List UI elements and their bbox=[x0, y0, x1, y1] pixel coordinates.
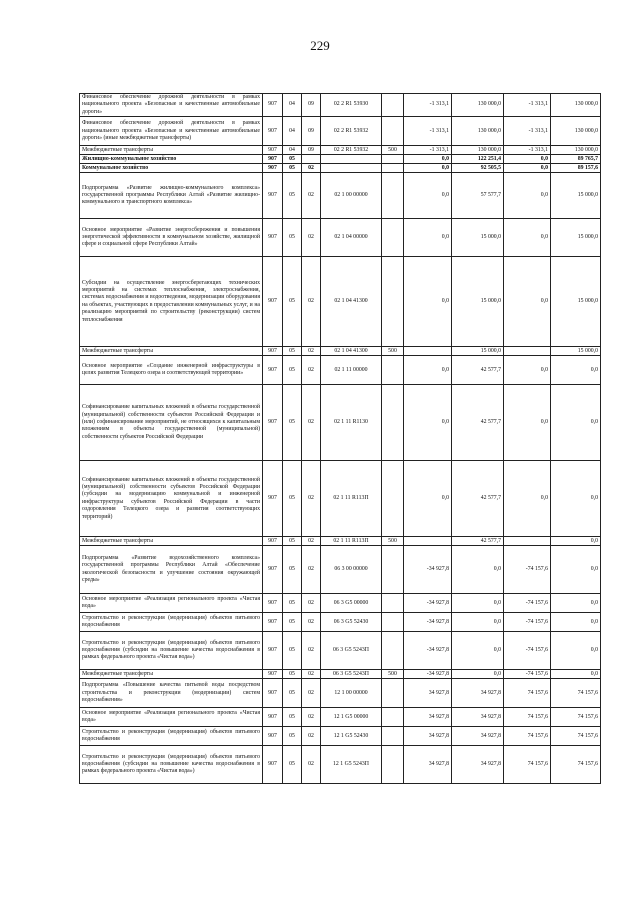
row-change-year1: 34 927,8 bbox=[404, 727, 452, 746]
row-change-year2: 0,0 bbox=[504, 219, 551, 257]
row-total-year2: 130 000,0 bbox=[551, 117, 601, 146]
row-subsection-code bbox=[302, 155, 321, 164]
row-ved-code: 907 bbox=[263, 146, 283, 155]
row-section-code: 05 bbox=[283, 594, 302, 613]
row-subsection-code: 02 bbox=[302, 679, 321, 708]
row-total-year1: 0,0 bbox=[452, 632, 504, 670]
row-section-code: 05 bbox=[283, 461, 302, 537]
row-name: Основное мероприятие «Реализация регионального проекта «Чистая вода» bbox=[80, 708, 263, 727]
row-expense-type bbox=[382, 385, 404, 461]
row-change-year2: 74 157,6 bbox=[504, 727, 551, 746]
row-total-year2: 0,0 bbox=[551, 356, 601, 385]
row-expense-type: 500 bbox=[382, 670, 404, 679]
row-total-year1: 34 927,8 bbox=[452, 746, 504, 784]
row-name: Строительство и реконструкция (модернизация) объектов питьевого водоснабжения (субсидии на повышение качества водоснабжения в рамках федерального проекта «Чистая вода») bbox=[80, 632, 263, 670]
row-target-article: 12 1 G5 00000 bbox=[321, 708, 382, 727]
row-total-year1: 34 927,8 bbox=[452, 727, 504, 746]
row-total-year2: 15 000,0 bbox=[551, 347, 601, 356]
table-row bbox=[80, 613, 601, 632]
row-name: Подпрограмма «Повышение качества питьевой воды посредством строительства и реконструкции (модернизации) систем водоснабжения» bbox=[80, 679, 263, 708]
row-change-year2: 74 157,6 bbox=[504, 679, 551, 708]
row-ved-code: 907 bbox=[263, 670, 283, 679]
row-target-article: 02 1 00 00000 bbox=[321, 173, 382, 219]
row-section-code: 05 bbox=[283, 632, 302, 670]
row-section-code: 05 bbox=[283, 347, 302, 356]
row-section-code: 05 bbox=[283, 679, 302, 708]
row-change-year2: 0,0 bbox=[504, 385, 551, 461]
table-row bbox=[80, 461, 601, 537]
row-section-code: 05 bbox=[283, 670, 302, 679]
row-total-year1: 0,0 bbox=[452, 670, 504, 679]
row-name: Подпрограмма «Развитие жилищно-коммунального комплекса» государственной программы Республики Алтай «Развитие жилищно-коммунального и транспортного комплекса» bbox=[80, 173, 263, 219]
row-target-article: 12 1 G5 5243П bbox=[321, 746, 382, 784]
row-expense-type bbox=[382, 708, 404, 727]
row-expense-type bbox=[382, 155, 404, 164]
row-change-year1: -34 927,8 bbox=[404, 546, 452, 594]
row-target-article: 06 3 G5 00000 bbox=[321, 594, 382, 613]
row-name: Финансовое обеспечение дорожной деятельности в рамках национального проекта «Безопасные и качественные автомобильные дороги» bbox=[80, 94, 263, 117]
row-name: Софинансирование капитальных вложений в объекты государственной (муниципальной) собственности субъектов Российской Федерации (субсидии на модернизацию коммунальной и инженерной инфраструктуры субъектов Российской Федерации в части оздоровления Телецкого озера и развития соответствующих территорий) bbox=[80, 461, 263, 537]
row-expense-type bbox=[382, 117, 404, 146]
row-total-year1: 15 000,0 bbox=[452, 347, 504, 356]
row-name: Субсидии на осуществление энергосберегающих технических мероприятий на системах теплоснабжения, электроснабжения, системах водоснабжения и водоотведения, модернизации оборудования на объектах, участвующих в предоставлении коммунальных услуг, и на реализацию мероприятий по строительству (реконструкции) систем теплоснабжения bbox=[80, 257, 263, 347]
row-expense-type: 500 bbox=[382, 146, 404, 155]
row-section-code: 04 bbox=[283, 94, 302, 117]
row-ved-code: 907 bbox=[263, 173, 283, 219]
row-total-year2: 0,0 bbox=[551, 546, 601, 594]
table-row bbox=[80, 537, 601, 546]
row-target-article: 02 2 R1 53932 bbox=[321, 117, 382, 146]
table-row bbox=[80, 594, 601, 613]
table-row bbox=[80, 385, 601, 461]
row-target-article: 02 2 R1 53932 bbox=[321, 146, 382, 155]
row-target-article: 02 1 04 41300 bbox=[321, 257, 382, 347]
row-total-year1: 122 251,4 bbox=[452, 155, 504, 164]
table-row bbox=[80, 356, 601, 385]
row-change-year1: 0,0 bbox=[404, 356, 452, 385]
row-target-article: 06 3 G5 5243П bbox=[321, 632, 382, 670]
row-change-year1: 34 927,8 bbox=[404, 679, 452, 708]
row-total-year2: 0,0 bbox=[551, 594, 601, 613]
row-total-year1: 0,0 bbox=[452, 546, 504, 594]
row-name: Строительство и реконструкция (модернизация) объектов питьевого водоснабжения bbox=[80, 613, 263, 632]
row-name: Подпрограмма «Развитие водохозяйственного комплекса» государственной программы Республики Алтай «Обеспечение экологической безопасности и улучшение состояния окружающей среды» bbox=[80, 546, 263, 594]
budget-table bbox=[79, 93, 601, 784]
row-change-year1: 0,0 bbox=[404, 461, 452, 537]
row-total-year1: 130 000,0 bbox=[452, 117, 504, 146]
row-expense-type bbox=[382, 746, 404, 784]
row-section-code: 04 bbox=[283, 146, 302, 155]
row-total-year1: 42 577,7 bbox=[452, 356, 504, 385]
row-section-code: 05 bbox=[283, 746, 302, 784]
row-section-code: 05 bbox=[283, 537, 302, 546]
row-expense-type bbox=[382, 613, 404, 632]
row-change-year2: 74 157,6 bbox=[504, 746, 551, 784]
row-change-year2: 0,0 bbox=[504, 257, 551, 347]
row-change-year2: 0,0 bbox=[504, 461, 551, 537]
row-target-article: 02 1 04 41300 bbox=[321, 347, 382, 356]
row-expense-type bbox=[382, 94, 404, 117]
row-subsection-code: 02 bbox=[302, 219, 321, 257]
row-name: Строительство и реконструкция (модернизация) объектов питьевого водоснабжения bbox=[80, 727, 263, 746]
row-name: Межбюджетные трансферты bbox=[80, 537, 263, 546]
row-total-year2: 89 157,6 bbox=[551, 164, 601, 173]
row-change-year2: -74 157,6 bbox=[504, 546, 551, 594]
row-subsection-code: 02 bbox=[302, 670, 321, 679]
row-subsection-code: 09 bbox=[302, 146, 321, 155]
row-expense-type: 500 bbox=[382, 537, 404, 546]
row-target-article: 12 1 00 00000 bbox=[321, 679, 382, 708]
table-row bbox=[80, 94, 601, 117]
row-total-year2: 0,0 bbox=[551, 670, 601, 679]
row-change-year2: 0,0 bbox=[504, 164, 551, 173]
row-name: Межбюджетные трансферты bbox=[80, 146, 263, 155]
row-name: Финансовое обеспечение дорожной деятельности в рамках национального проекта «Безопасные и качественные автомобильные дороги» (иные межбюджетные трансферты) bbox=[80, 117, 263, 146]
row-change-year2 bbox=[504, 347, 551, 356]
row-change-year1: 0,0 bbox=[404, 385, 452, 461]
row-target-article: 06 3 00 00000 bbox=[321, 546, 382, 594]
table-row bbox=[80, 347, 601, 356]
row-ved-code: 907 bbox=[263, 679, 283, 708]
row-change-year1: 0,0 bbox=[404, 219, 452, 257]
row-change-year2: -1 313,1 bbox=[504, 94, 551, 117]
row-total-year2: 130 000,0 bbox=[551, 94, 601, 117]
row-total-year2: 74 157,6 bbox=[551, 679, 601, 708]
row-ved-code: 907 bbox=[263, 356, 283, 385]
row-change-year1 bbox=[404, 347, 452, 356]
row-total-year1: 92 505,5 bbox=[452, 164, 504, 173]
row-change-year2: -74 157,6 bbox=[504, 594, 551, 613]
row-ved-code: 907 bbox=[263, 708, 283, 727]
row-change-year1: 0,0 bbox=[404, 155, 452, 164]
row-change-year1: 34 927,8 bbox=[404, 746, 452, 784]
row-change-year1: -1 313,1 bbox=[404, 146, 452, 155]
row-target-article: 02 1 11 R113П bbox=[321, 461, 382, 537]
row-change-year2: 74 157,6 bbox=[504, 708, 551, 727]
row-change-year1: 0,0 bbox=[404, 164, 452, 173]
table-row bbox=[80, 670, 601, 679]
row-change-year2: -74 157,6 bbox=[504, 613, 551, 632]
row-change-year1: 34 927,8 bbox=[404, 708, 452, 727]
row-section-code: 05 bbox=[283, 356, 302, 385]
row-change-year2: 0,0 bbox=[504, 173, 551, 219]
budget-table-body bbox=[80, 94, 601, 784]
row-change-year1: -1 313,1 bbox=[404, 117, 452, 146]
row-subsection-code: 02 bbox=[302, 632, 321, 670]
row-ved-code: 907 bbox=[263, 537, 283, 546]
table-row bbox=[80, 727, 601, 746]
row-section-code: 05 bbox=[283, 613, 302, 632]
row-expense-type bbox=[382, 594, 404, 613]
row-change-year2: -74 157,6 bbox=[504, 670, 551, 679]
table-row bbox=[80, 155, 601, 164]
row-total-year1: 42 577,7 bbox=[452, 461, 504, 537]
row-target-article bbox=[321, 155, 382, 164]
row-change-year1: -34 927,8 bbox=[404, 632, 452, 670]
row-total-year1: 130 000,0 bbox=[452, 146, 504, 155]
row-section-code: 04 bbox=[283, 117, 302, 146]
row-section-code: 05 bbox=[283, 219, 302, 257]
row-target-article: 02 2 R1 53930 bbox=[321, 94, 382, 117]
row-subsection-code: 02 bbox=[302, 594, 321, 613]
row-ved-code: 907 bbox=[263, 347, 283, 356]
page-number: 229 bbox=[310, 38, 330, 53]
row-ved-code: 907 bbox=[263, 257, 283, 347]
row-subsection-code: 02 bbox=[302, 546, 321, 594]
table-row bbox=[80, 257, 601, 347]
row-total-year2: 74 157,6 bbox=[551, 708, 601, 727]
row-change-year2: 0,0 bbox=[504, 356, 551, 385]
row-expense-type bbox=[382, 173, 404, 219]
row-section-code: 05 bbox=[283, 385, 302, 461]
row-total-year1: 15 000,0 bbox=[452, 219, 504, 257]
row-subsection-code: 02 bbox=[302, 727, 321, 746]
row-target-article bbox=[321, 164, 382, 173]
row-ved-code: 907 bbox=[263, 164, 283, 173]
table-row bbox=[80, 546, 601, 594]
row-total-year2: 0,0 bbox=[551, 385, 601, 461]
row-section-code: 05 bbox=[283, 173, 302, 219]
table-row bbox=[80, 679, 601, 708]
table-row bbox=[80, 117, 601, 146]
row-ved-code: 907 bbox=[263, 546, 283, 594]
table-row bbox=[80, 746, 601, 784]
row-expense-type bbox=[382, 727, 404, 746]
row-ved-code: 907 bbox=[263, 461, 283, 537]
row-section-code: 05 bbox=[283, 727, 302, 746]
row-section-code: 05 bbox=[283, 257, 302, 347]
row-target-article: 02 1 11 R113П bbox=[321, 537, 382, 546]
row-total-year2: 89 765,7 bbox=[551, 155, 601, 164]
table-row bbox=[80, 173, 601, 219]
row-subsection-code: 02 bbox=[302, 537, 321, 546]
table-row bbox=[80, 219, 601, 257]
table-row bbox=[80, 164, 601, 173]
row-change-year1: -1 313,1 bbox=[404, 94, 452, 117]
row-name: Коммунальное хозяйство bbox=[80, 164, 263, 173]
row-total-year1: 57 577,7 bbox=[452, 173, 504, 219]
row-subsection-code: 02 bbox=[302, 613, 321, 632]
row-subsection-code: 02 bbox=[302, 164, 321, 173]
row-total-year1: 34 927,8 bbox=[452, 679, 504, 708]
row-section-code: 05 bbox=[283, 155, 302, 164]
row-name: Жилищно-коммунальное хозяйство bbox=[80, 155, 263, 164]
row-ved-code: 907 bbox=[263, 594, 283, 613]
row-ved-code: 907 bbox=[263, 632, 283, 670]
row-name: Софинансирование капитальных вложений в объекты государственной (муниципальной) собственности субъектов Российской Федерации и (или) софинансирование мероприятий, не относящихся к капитальным вложениям в объекты государственной (муниципальной) собственности субъектов Российской Федерации bbox=[80, 385, 263, 461]
row-subsection-code: 02 bbox=[302, 708, 321, 727]
row-total-year2: 74 157,6 bbox=[551, 746, 601, 784]
row-subsection-code: 02 bbox=[302, 746, 321, 784]
row-expense-type bbox=[382, 461, 404, 537]
row-ved-code: 907 bbox=[263, 613, 283, 632]
row-expense-type: 500 bbox=[382, 347, 404, 356]
row-change-year2: -1 313,1 bbox=[504, 146, 551, 155]
row-change-year1: -34 927,8 bbox=[404, 670, 452, 679]
row-total-year2: 0,0 bbox=[551, 632, 601, 670]
row-total-year1: 130 000,0 bbox=[452, 94, 504, 117]
row-name: Строительство и реконструкция (модернизация) объектов питьевого водоснабжения (субсидии на повышение качества водоснабжения в рамках федерального проекта «Чистая вода») bbox=[80, 746, 263, 784]
table-row bbox=[80, 708, 601, 727]
row-total-year1: 42 577,7 bbox=[452, 537, 504, 546]
row-change-year2: -1 313,1 bbox=[504, 117, 551, 146]
row-expense-type bbox=[382, 164, 404, 173]
row-target-article: 06 3 G5 5243П bbox=[321, 670, 382, 679]
row-section-code: 05 bbox=[283, 546, 302, 594]
row-total-year2: 0,0 bbox=[551, 613, 601, 632]
row-total-year2: 130 000,0 bbox=[551, 146, 601, 155]
row-ved-code: 907 bbox=[263, 155, 283, 164]
row-ved-code: 907 bbox=[263, 94, 283, 117]
row-total-year1: 0,0 bbox=[452, 613, 504, 632]
row-expense-type bbox=[382, 257, 404, 347]
row-name: Межбюджетные трансферты bbox=[80, 347, 263, 356]
row-change-year2: 0,0 bbox=[504, 155, 551, 164]
row-total-year2: 15 000,0 bbox=[551, 173, 601, 219]
row-change-year1: -34 927,8 bbox=[404, 613, 452, 632]
row-total-year1: 15 000,0 bbox=[452, 257, 504, 347]
row-expense-type bbox=[382, 219, 404, 257]
row-expense-type bbox=[382, 546, 404, 594]
row-total-year2: 15 000,0 bbox=[551, 219, 601, 257]
row-section-code: 05 bbox=[283, 708, 302, 727]
row-name: Межбюджетные трансферты bbox=[80, 670, 263, 679]
row-name: Основное мероприятие «Реализация регионального проекта «Чистая вода» bbox=[80, 594, 263, 613]
row-change-year2: -74 157,6 bbox=[504, 632, 551, 670]
row-change-year1: 0,0 bbox=[404, 173, 452, 219]
row-target-article: 02 1 04 00000 bbox=[321, 219, 382, 257]
table-row bbox=[80, 146, 601, 155]
table-row bbox=[80, 632, 601, 670]
row-expense-type bbox=[382, 679, 404, 708]
row-total-year2: 0,0 bbox=[551, 461, 601, 537]
row-target-article: 02 1 11 00000 bbox=[321, 356, 382, 385]
row-change-year1: 0,0 bbox=[404, 257, 452, 347]
row-subsection-code: 02 bbox=[302, 173, 321, 219]
row-name: Основное мероприятие «Создание инженерной инфраструктуры в целях развития Телецкого озера и соответствующей территории» bbox=[80, 356, 263, 385]
row-total-year2: 0,0 bbox=[551, 537, 601, 546]
row-total-year1: 42 577,7 bbox=[452, 385, 504, 461]
row-target-article: 06 3 G5 52430 bbox=[321, 613, 382, 632]
row-subsection-code: 02 bbox=[302, 257, 321, 347]
row-ved-code: 907 bbox=[263, 746, 283, 784]
row-subsection-code: 02 bbox=[302, 356, 321, 385]
row-subsection-code: 09 bbox=[302, 117, 321, 146]
row-subsection-code: 02 bbox=[302, 385, 321, 461]
row-total-year2: 15 000,0 bbox=[551, 257, 601, 347]
row-target-article: 12 1 G5 52430 bbox=[321, 727, 382, 746]
row-ved-code: 907 bbox=[263, 727, 283, 746]
row-change-year1 bbox=[404, 537, 452, 546]
row-section-code: 05 bbox=[283, 164, 302, 173]
row-ved-code: 907 bbox=[263, 385, 283, 461]
row-change-year1: -34 927,8 bbox=[404, 594, 452, 613]
row-name: Основное мероприятие «Развитие энергосбережения и повышения энергетической эффективности в коммунальном хозяйстве, жилищной сфере и социальной сфере Республики Алтай» bbox=[80, 219, 263, 257]
row-expense-type bbox=[382, 632, 404, 670]
row-total-year2: 74 157,6 bbox=[551, 727, 601, 746]
row-subsection-code: 09 bbox=[302, 94, 321, 117]
row-ved-code: 907 bbox=[263, 117, 283, 146]
row-change-year2 bbox=[504, 537, 551, 546]
row-total-year1: 34 927,8 bbox=[452, 708, 504, 727]
row-expense-type bbox=[382, 356, 404, 385]
row-total-year1: 0,0 bbox=[452, 594, 504, 613]
row-ved-code: 907 bbox=[263, 219, 283, 257]
row-subsection-code: 02 bbox=[302, 347, 321, 356]
row-target-article: 02 1 11 R1130 bbox=[321, 385, 382, 461]
row-subsection-code: 02 bbox=[302, 461, 321, 537]
